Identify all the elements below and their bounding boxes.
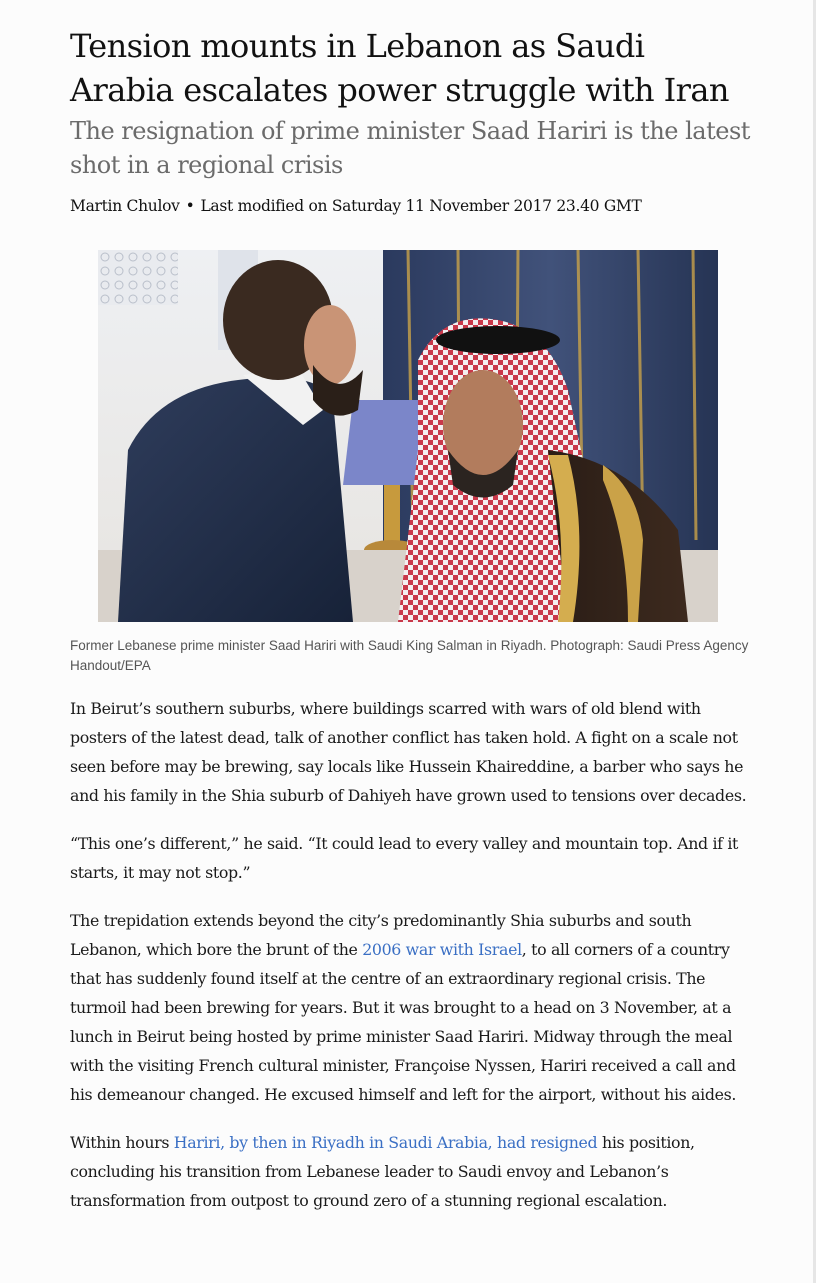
photo-illustration <box>98 250 718 622</box>
article <box>70 24 750 1210</box>
paragraph-3-text-a: The trepidation extends beyond the city’s predominantly Shia suburbs and south Lebanon, which bore the brunt of the <box>70 911 692 959</box>
modified-date: Last modified on Saturday 11 November 2017 23.40 GMT <box>200 197 642 215</box>
link-hariri-resigned[interactable]: Hariri, by then in Riyadh in Saudi Arabia, had resigned <box>173 1133 598 1152</box>
paragraph-4-text-b: his position, concluding his transition from Lebanese leader to Saudi envoy and Lebanon’s transformation from outpost to ground zero of a stunning regional escalation. <box>70 1133 695 1210</box>
photo-caption: Former Lebanese prime minister Saad Hariri with Saudi King Salman in Riyadh. Photograph: Saudi Press Agency Handout/EPA <box>70 638 749 673</box>
headline: Tension mounts in Lebanon as Saudi Arabia escalates power struggle with Iran <box>70 27 729 109</box>
byline-separator: • <box>185 197 195 215</box>
paragraph-3 <box>70 906 760 1109</box>
article-body <box>70 694 760 1234</box>
photo-image <box>98 250 718 622</box>
link-2006-war-with-israel[interactable]: 2006 war with Israel <box>362 940 522 959</box>
paragraph-2: “This one’s different,” he said. “It could lead to every valley and mountain top. And if it starts, it may not stop.” <box>70 834 739 882</box>
author-link[interactable]: Martin Chulov <box>70 197 180 215</box>
standfirst: The resignation of prime minister Saad Hariri is the latest shot in a regional crisis <box>70 117 750 179</box>
paragraph-1: In Beirut’s southern suburbs, where buildings scarred with wars of old blend with posters of the latest dead, talk of another conflict has taken hold. A fight on a scale not seen before may be brewing, say locals like Hussein Khaireddine, a barber who says he and his family in the Shia suburb of Dahiyeh have grown used to tensions over decades. <box>70 699 747 805</box>
paragraph-4-text-a: Within hours <box>70 1133 174 1152</box>
paragraph-3-text-b: , to all corners of a country that has suddenly found itself at the centre of an extraordinary regional crisis. The turmoil had been brewing for years. But it was brought to a head on 3 November, at a lunch in Beirut being hosted by prime minister Saad Hariri. Midway through the meal with the visiting French cultural minister, Françoise Nyssen, Hariri received a call and his demeanour changed. He excused himself and left for the airport, without his aides. <box>70 940 737 1104</box>
byline <box>70 197 750 215</box>
paragraph-4 <box>70 1128 760 1215</box>
